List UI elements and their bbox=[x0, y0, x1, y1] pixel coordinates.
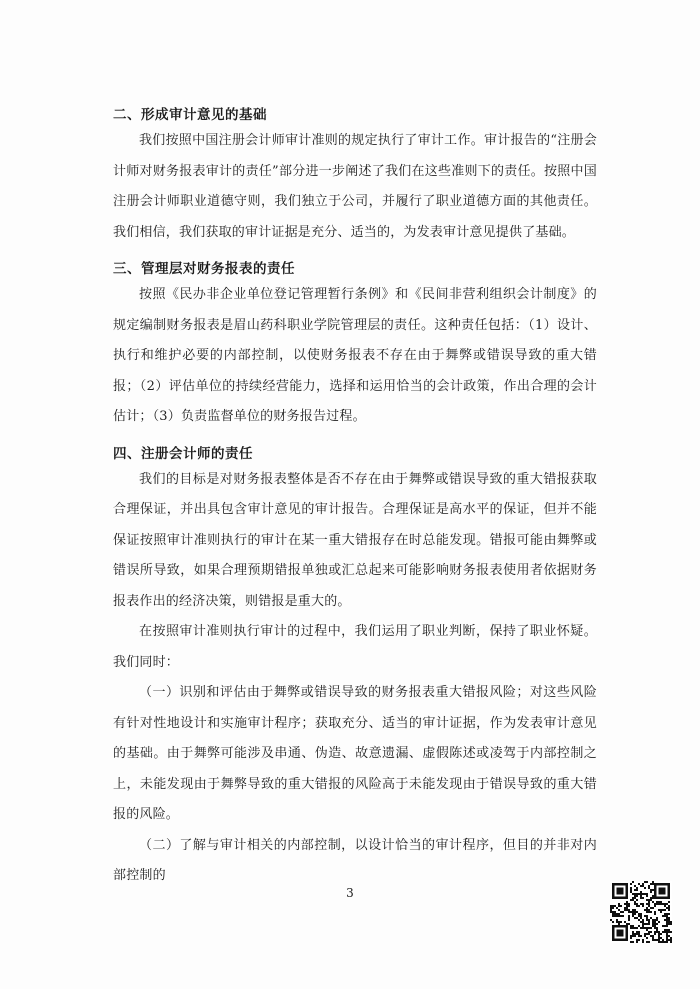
paragraph: 按照《民办非企业单位登记管理暂行条例》和《民间非营利组织会计制度》的规定编制财务报表是眉山药科职业学院管理层的责任。这种责任包括：（1）设计、执行和维护必要的内部控制，以使财务报表不存在由于舞弊或错误导致的重大错报；（2）评估单位的持续经营能力，选择和运用恰当的会计政策，作出合理的会计估计；（3）负责监督单位的财务报告过程。 bbox=[113, 287, 597, 424]
section-heading: 二、形成审计意见的基础 bbox=[113, 107, 267, 123]
paragraph: 我们的目标是对财务报表整体是否不存在由于舞弊或错误导致的重大错报获取合理保证，并出具包含审计意见的审计报告。合理保证是高水平的保证，但并不能保证按照审计准则执行的审计在某一重大错报存在时总能发现。错报可能由舞弊或错误所导致，如果合理预期错报单独或汇总起来可能影响财务报表使用者依据财务报表作出的经济决策，则错报是重大的。 bbox=[113, 471, 597, 609]
section-audit-basis bbox=[113, 104, 597, 248]
document-body bbox=[113, 104, 597, 892]
section-heading: 三、管理层对财务报表的责任 bbox=[113, 261, 295, 277]
paragraph: （一）识别和评估由于舞弊或错误导致的财务报表重大错报风险；对这些风险有针对性地设计和实施审计程序；获取充分、适当的审计证据，作为发表审计意见的基础。由于舞弊可能涉及串通、伪造、故意遗漏、虚假陈述或凌驾于内部控制之上，未能发现由于舞弊导致的重大错报的风险高于未能发现由于错误导致的重大错报的风险。 bbox=[113, 685, 597, 822]
section-heading: 四、注册会计师的责任 bbox=[113, 445, 253, 462]
paragraph: 在按照审计准则执行审计的过程中，我们运用了职业判断，保持了职业怀疑。我们同时： bbox=[113, 624, 597, 670]
qr-code-icon bbox=[610, 881, 672, 943]
paragraph: （二）了解与审计相关的内部控制，以设计恰当的审计程序，但目的并非对内部控制的 bbox=[113, 837, 597, 883]
page-number: 3 bbox=[346, 886, 354, 900]
section-management-responsibility bbox=[113, 258, 597, 433]
paragraph: 我们按照中国注册会计师审计准则的规定执行了审计工作。审计报告的“注册会计师对财务报表审计的责任”部分进一步阐述了我们在这些准则下的责任。按照中国注册会计师职业道德守则，我们独立于公司，并履行了职业道德方面的其他责任。我们相信，我们获取的审计证据是充分、适当的，为发表审计意见提供了基础。 bbox=[113, 133, 597, 240]
qr-code-graphic bbox=[610, 881, 672, 943]
section-auditor-responsibility bbox=[113, 443, 597, 892]
